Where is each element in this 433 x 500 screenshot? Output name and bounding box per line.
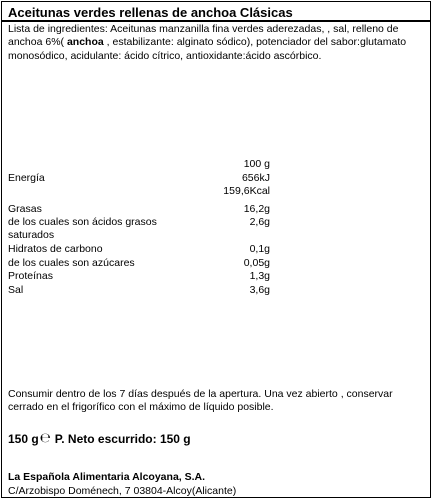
nutrition-row (8, 216, 428, 243)
storage-instructions: Consumir dentro de los 7 días después de la apertura. Una vez abierto , conservar cerrado en el frigorífico con el máximo de líquido posible. (8, 388, 393, 414)
nutrition-label: Sal (8, 283, 24, 296)
nutrition-header: 100 g (243, 158, 270, 170)
nutrition-header-row (8, 158, 428, 172)
nutrition-row (8, 203, 428, 217)
ingredients-text (8, 23, 426, 63)
nutrition-label: de los cuales son ácidos grasos saturados (8, 216, 157, 241)
nutrition-row (8, 270, 428, 284)
nutrition-row (8, 284, 428, 298)
product-title: Aceitunas verdes rellenas de anchoa Clásicas (8, 5, 293, 20)
nutrition-row (8, 185, 428, 199)
nutrition-value: 1,3g (249, 270, 270, 282)
drained-weight: P. Neto escurrido: 150 g (54, 431, 191, 446)
company-name: La Española Alimentaria Alcoyana, S.A. (8, 471, 206, 483)
nutrition-table (8, 158, 428, 297)
company-address: C/Arzobispo Doménech, 7 03804-Alcoy(Alicante) (8, 485, 237, 497)
nutrition-value: 16,2g (243, 202, 270, 215)
nutrition-value: 159,6Kcal (223, 185, 270, 197)
nutrition-row (8, 172, 428, 186)
net-weight-value: 150 g (8, 431, 39, 446)
nutrition-label: Proteínas (8, 270, 53, 282)
nutrition-label: Hidratos de carbono (8, 243, 103, 255)
net-weight (8, 431, 191, 446)
title-divider (2, 20, 431, 22)
nutrition-label: Energía (8, 171, 45, 184)
ingredients-prefix: Lista de ingredientes: Aceitunas manzanilla fina verdes aderezadas, , sal, relleno de anchoa 6%( (8, 23, 399, 49)
nutrition-row (8, 257, 428, 271)
company-info (8, 470, 236, 498)
nutrition-label: de los cuales son azúcares (8, 256, 135, 269)
nutrition-value: 0,05g (243, 256, 270, 269)
nutrition-label: Grasas (8, 202, 42, 215)
nutrition-value: 2,6g (249, 216, 270, 228)
nutrition-value: 3,6g (249, 283, 270, 296)
nutrition-row (8, 243, 428, 257)
nutrition-value: 656kJ (241, 171, 270, 184)
ingredients-suffix: , estabilizante: alginato sódico), potenciador del sabor:glutamato monosódico, acidulante: ácido cítrico, antioxidante:ácido ascórbico. (8, 36, 407, 62)
estimated-sign-icon: ℮ (39, 431, 51, 446)
nutrition-value: 0,1g (249, 243, 270, 255)
ingredients-allergen: anchoa (66, 36, 104, 49)
